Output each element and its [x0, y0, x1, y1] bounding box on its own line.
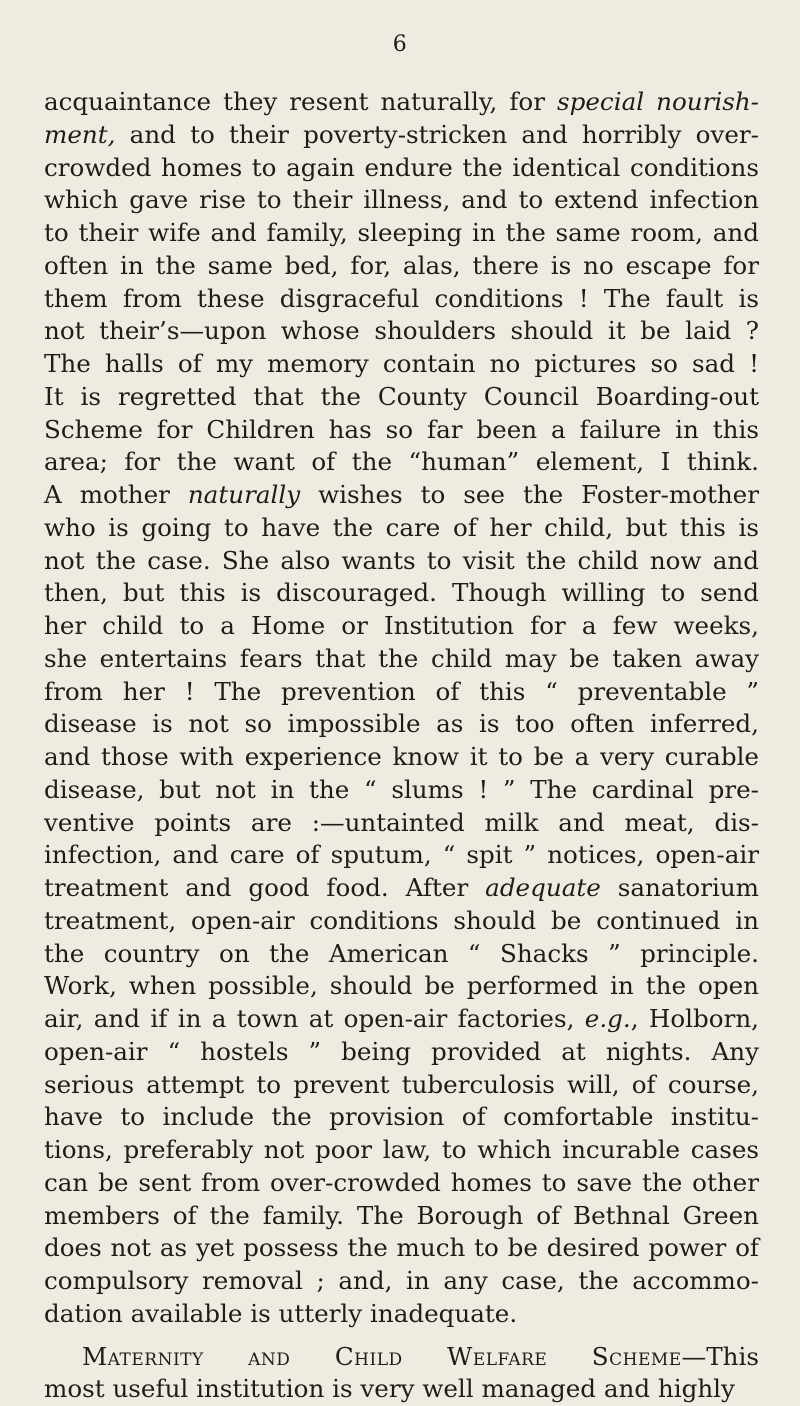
- text-run: A mother: [44, 480, 188, 509]
- page-number: 6: [0, 32, 800, 57]
- paragraph-tuberculosis: [44, 86, 759, 1331]
- text-run: treatment and good food. After: [44, 873, 485, 902]
- text-run: sanatorium: [601, 873, 759, 902]
- text-run: disease is not so impossible as is too often inferred,: [44, 709, 759, 738]
- text-run: and to their poverty-stricken and horribly over-: [115, 120, 759, 149]
- text-run: —This: [682, 1342, 759, 1371]
- text-line: [44, 1003, 759, 1036]
- text-run: crowded homes to again endure the identical conditions: [44, 153, 759, 182]
- text-run: dation available is utterly inadequate.: [44, 1299, 517, 1328]
- body-text: [44, 86, 759, 1406]
- text-line: [44, 479, 759, 512]
- text-line: [44, 86, 759, 119]
- text-run: can be sent from over-crowded homes to save the other: [44, 1168, 759, 1197]
- text-run: often in the same bed, for, alas, there is no escape for: [44, 251, 759, 280]
- italic-run: e.g.: [585, 1004, 631, 1033]
- text-line: [44, 545, 759, 578]
- text-run: most useful institution is very well managed and highly: [44, 1374, 735, 1403]
- text-run: who is going to have the care of her child, but this is: [44, 513, 759, 542]
- text-line: [44, 1200, 759, 1233]
- text-run: disease, but not in the “ slums ! ” The cardinal pre-: [44, 775, 759, 804]
- text-line: [44, 414, 759, 447]
- text-line: [44, 152, 759, 185]
- text-run: them from these disgraceful conditions ! The fault is: [44, 284, 759, 313]
- text-line: [44, 938, 759, 971]
- text-run: open-air “ hostels ” being provided at nights. Any: [44, 1037, 759, 1066]
- text-run: members of the family. The Borough of Bethnal Green: [44, 1201, 759, 1230]
- text-run: acquaintance they resent naturally, for: [44, 87, 557, 116]
- text-line: [44, 348, 759, 381]
- text-line: [44, 905, 759, 938]
- section-heading: Maternity and Child Welfare Scheme: [82, 1342, 682, 1371]
- text-line: [44, 119, 759, 152]
- text-run: air, and if in a town at open-air factories,: [44, 1004, 585, 1033]
- text-run: her child to a Home or Institution for a few weeks,: [44, 611, 759, 640]
- italic-run: adequate: [485, 873, 601, 902]
- text-run: not the case. She also wants to visit the child now and: [44, 546, 759, 575]
- text-line: [44, 610, 759, 643]
- text-line: [44, 708, 759, 741]
- text-run: the country on the American “ Shacks ” principle.: [44, 939, 759, 968]
- text-run: ventive points are :—untainted milk and meat, dis-: [44, 808, 759, 837]
- text-line: [44, 1036, 759, 1069]
- text-line: [44, 774, 759, 807]
- text-run: tions, preferably not poor law, to which incurable cases: [44, 1135, 759, 1164]
- text-line: [44, 283, 759, 316]
- text-run: , Holborn,: [631, 1004, 759, 1033]
- text-run: which gave rise to their illness, and to extend infection: [44, 185, 759, 214]
- text-run: to their wife and family, sleeping in the same room, and: [44, 218, 759, 247]
- text-run: Scheme for Children has so far been a failure in this: [44, 415, 759, 444]
- text-line: [44, 577, 759, 610]
- text-line: [44, 676, 759, 709]
- text-line: [44, 1265, 759, 1298]
- text-line: [44, 250, 759, 283]
- text-line: [44, 1341, 759, 1374]
- italic-run: ment,: [44, 120, 115, 149]
- text-line: [44, 839, 759, 872]
- text-line: [44, 1232, 759, 1265]
- text-line: [44, 315, 759, 348]
- text-run: serious attempt to prevent tuberculosis will, of course,: [44, 1070, 759, 1099]
- italic-run: special nourish-: [557, 87, 759, 116]
- text-line: [44, 1373, 759, 1406]
- text-run: then, but this is discouraged. Though willing to send: [44, 578, 759, 607]
- text-run: infection, and care of sputum, “ spit ” notices, open-air: [44, 840, 759, 869]
- text-line: [44, 512, 759, 545]
- text-line: [44, 184, 759, 217]
- italic-run: naturally: [188, 480, 300, 509]
- text-line: [44, 872, 759, 905]
- text-line: [44, 1298, 759, 1331]
- text-line: [44, 217, 759, 250]
- text-run: wishes to see the Foster-mother: [300, 480, 759, 509]
- text-run: treatment, open-air conditions should be continued in: [44, 906, 759, 935]
- text-run: does not as yet possess the much to be desired power of: [44, 1233, 759, 1262]
- text-run: It is regretted that the County Council Boarding-out: [44, 382, 759, 411]
- text-line: [44, 1167, 759, 1200]
- text-line: [44, 643, 759, 676]
- text-line: [44, 381, 759, 414]
- text-run: area; for the want of the “human” element, I think.: [44, 447, 759, 476]
- text-run: have to include the provision of comfortable institu-: [44, 1102, 759, 1131]
- text-run: compulsory removal ; and, in any case, the accommo-: [44, 1266, 759, 1295]
- text-line: [44, 1101, 759, 1134]
- text-line: [44, 741, 759, 774]
- text-line: [44, 970, 759, 1003]
- text-run: not their’s—upon whose shoulders should it be laid ?: [44, 316, 759, 345]
- paragraph-maternity-scheme: [44, 1341, 759, 1406]
- text-line: [44, 446, 759, 479]
- text-run: she entertains fears that the child may be taken away: [44, 644, 759, 673]
- text-run: The halls of my memory contain no pictures so sad !: [44, 349, 759, 378]
- text-run: from her ! The prevention of this “ preventable ”: [44, 677, 759, 706]
- text-run: and those with experience know it to be a very curable: [44, 742, 759, 771]
- text-line: [44, 1069, 759, 1102]
- text-run: Work, when possible, should be performed in the open: [44, 971, 759, 1000]
- text-line: [44, 1134, 759, 1167]
- text-line: [44, 807, 759, 840]
